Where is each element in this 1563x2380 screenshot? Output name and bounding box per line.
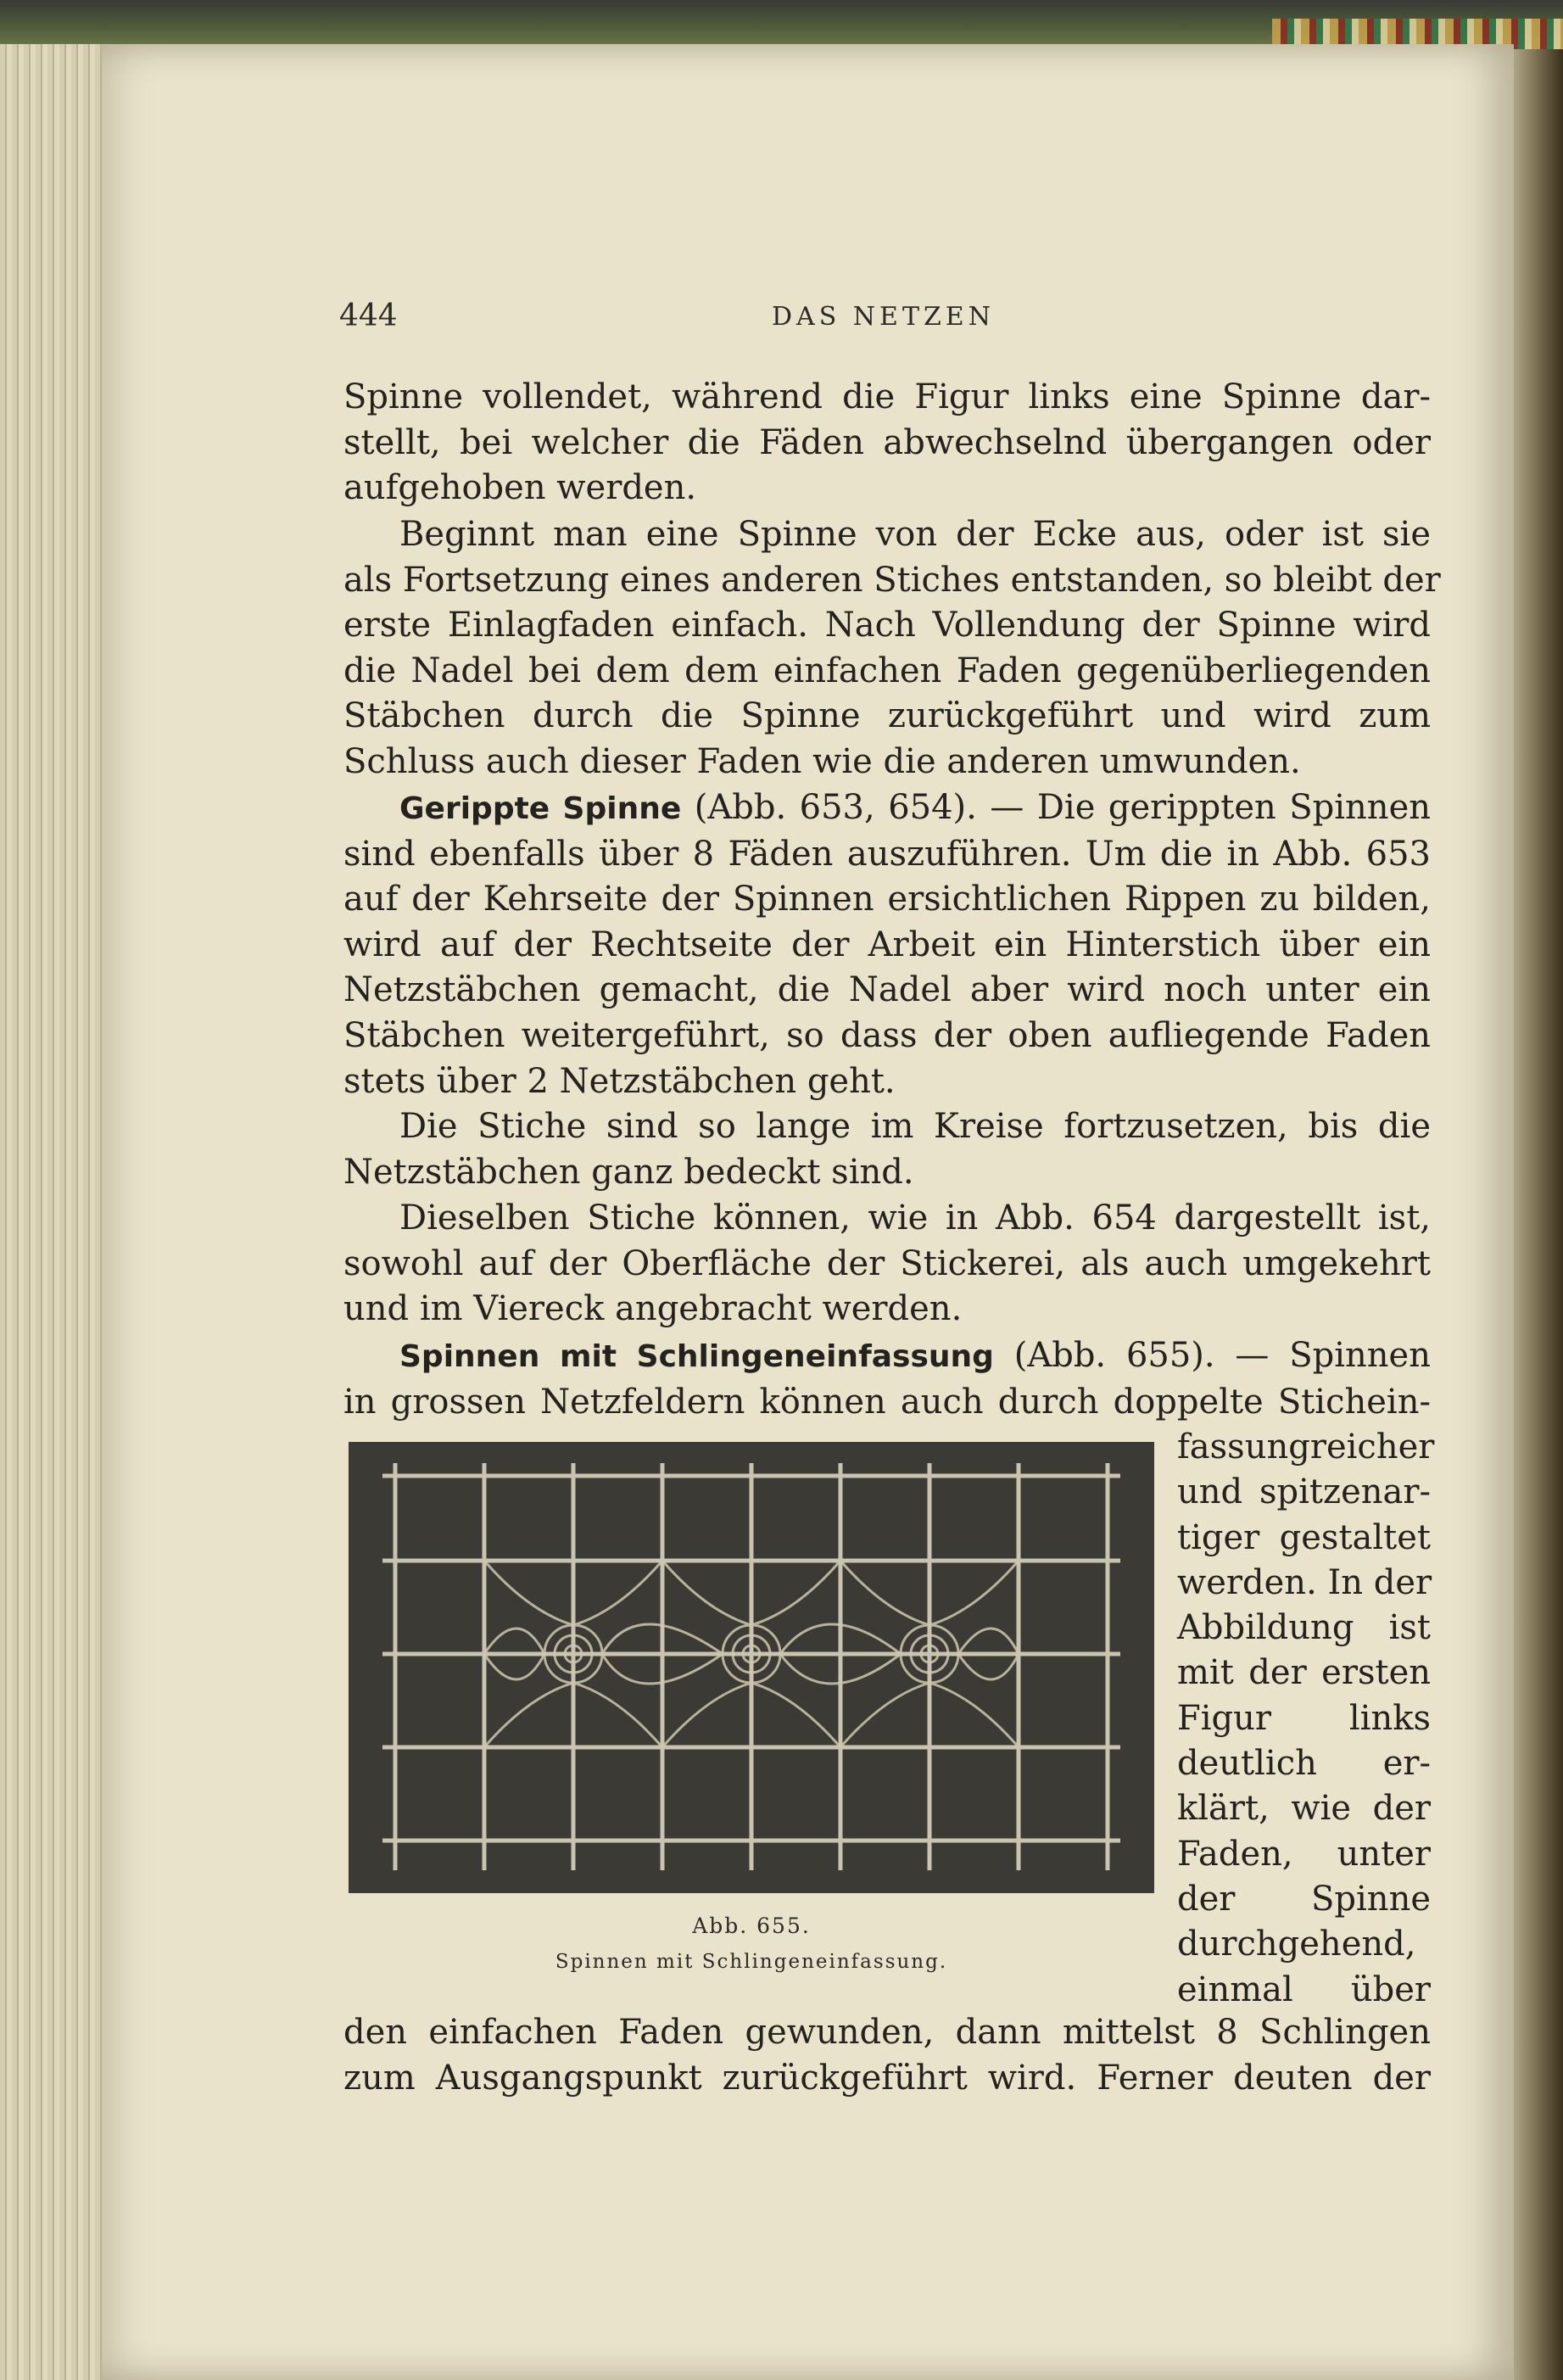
paragraph-1 xyxy=(343,375,1431,511)
text-line: und spitzenar- xyxy=(1177,1472,1431,1512)
figure-label: Abb. 655. xyxy=(692,1913,811,1938)
text-line: mit der ersten xyxy=(1177,1653,1431,1693)
text-line: der Spinne xyxy=(1177,1879,1431,1919)
running-title: DAS NETZEN xyxy=(772,302,995,332)
text-line: den einfachen Faden gewunden, dann mittelst 8 Schlingen xyxy=(343,2013,1431,2052)
text-line xyxy=(343,785,1431,832)
text-line: in grossen Netzfeldern können auch durch doppelte Stichein- xyxy=(343,1382,1431,1422)
paragraph-3 xyxy=(343,785,1431,1104)
figure-caption: Spinnen mit Schlingeneinfassung. xyxy=(555,1951,948,1973)
text-line: Die Stiche sind so lange im Kreise fortzusetzen, bis die xyxy=(399,1107,1431,1146)
section-heading: Spinnen mit Schlingeneinfassung xyxy=(399,1339,994,1374)
paragraph-4 xyxy=(343,1104,1431,1195)
text-line: wird auf der Rechtseite der Arbeit ein Hinterstich über ein xyxy=(343,925,1431,964)
text-line: Abbildung ist xyxy=(1177,1608,1431,1648)
paragraph-5 xyxy=(343,1196,1431,1332)
text-line: Figur links xyxy=(1177,1698,1431,1738)
text-line: erste Einlagfaden einfach. Nach Vollendung der Spinne wird xyxy=(343,606,1431,645)
text-line: und im Viereck angebracht werden. xyxy=(343,1289,963,1329)
text-line: klärt, wie der xyxy=(1177,1789,1431,1829)
text-line: zum Ausgangspunkt zurückgeführt wird. Ferner deuten der xyxy=(343,2058,1431,2098)
text-line: stellt, bei welcher die Fäden abwechselnd übergangen oder xyxy=(343,422,1431,462)
text-line: tiger gestaltet xyxy=(1177,1517,1431,1557)
text-line: einmal über xyxy=(1177,1969,1431,2009)
page-header xyxy=(339,299,1437,341)
text-line xyxy=(343,1333,1431,1380)
text-line: fassungreicher xyxy=(1177,1427,1435,1467)
paragraph-6-continued xyxy=(343,2010,1431,2101)
text-line: auf der Kehrseite der Spinnen ersichtlichen Rippen zu bilden, xyxy=(343,880,1431,919)
text-line: die Nadel bei dem dem einfachen Faden gegenüberliegenden xyxy=(343,651,1431,690)
text-line: durchgehend, xyxy=(1177,1925,1416,1964)
text-line: Faden, unter xyxy=(1177,1834,1431,1874)
text-line: Dieselben Stiche können, wie in Abb. 654 dargestellt ist, xyxy=(399,1198,1431,1237)
book-spine-shadow xyxy=(1509,49,1563,2380)
text-line: als Fortsetzung eines anderen Stiches entstanden, so bleibt der xyxy=(343,560,1441,600)
text-line: Netzstäbchen ganz bedeckt sind. xyxy=(343,1152,914,1192)
wrapped-text-column xyxy=(1177,1425,1435,2013)
text-line: sind ebenfalls über 8 Fäden auszuführen. Um die in Abb. 653 xyxy=(343,834,1431,874)
text-line: deutlich er- xyxy=(1177,1744,1431,1784)
text-line: Schluss auch dieser Faden wie die anderen umwunden. xyxy=(343,741,1301,781)
text-line: Stäbchen durch die Spinne zurückgeführt und wird zum xyxy=(343,696,1431,736)
text-line: Beginnt man eine Spinne von der Ecke aus, oder ist sie xyxy=(399,515,1431,554)
text-line: sowohl auf der Oberfläche der Stickerei, als auch umgekehrt xyxy=(343,1243,1431,1283)
figure-655 xyxy=(349,1442,1154,1893)
text-line: aufgehoben werden. xyxy=(343,468,697,508)
netted-spider-illustration xyxy=(349,1442,1154,1893)
paragraph-6 xyxy=(343,1333,1431,1425)
text-line: werden. In der xyxy=(1177,1562,1432,1602)
heading-rest: (Abb. 655). — Spinnen xyxy=(993,1336,1431,1375)
paragraph-2 xyxy=(343,512,1441,785)
section-heading: Gerippte Spinne xyxy=(399,791,682,826)
text-line: stets über 2 Netzstäbchen geht. xyxy=(343,1061,896,1101)
text-line: Netzstäbchen gemacht, die Nadel aber wird noch unter ein xyxy=(343,970,1431,1010)
text-line: Stäbchen weitergeführt, so dass der oben aufliegende Faden xyxy=(343,1015,1431,1055)
heading-rest: (Abb. 653, 654). — Die gerippten Spinnen xyxy=(681,788,1432,827)
page-edges xyxy=(0,44,119,2380)
text-line: Spinne vollendet, während die Figur links eine Spinne dar- xyxy=(343,377,1431,416)
page-number: 444 xyxy=(339,299,398,333)
